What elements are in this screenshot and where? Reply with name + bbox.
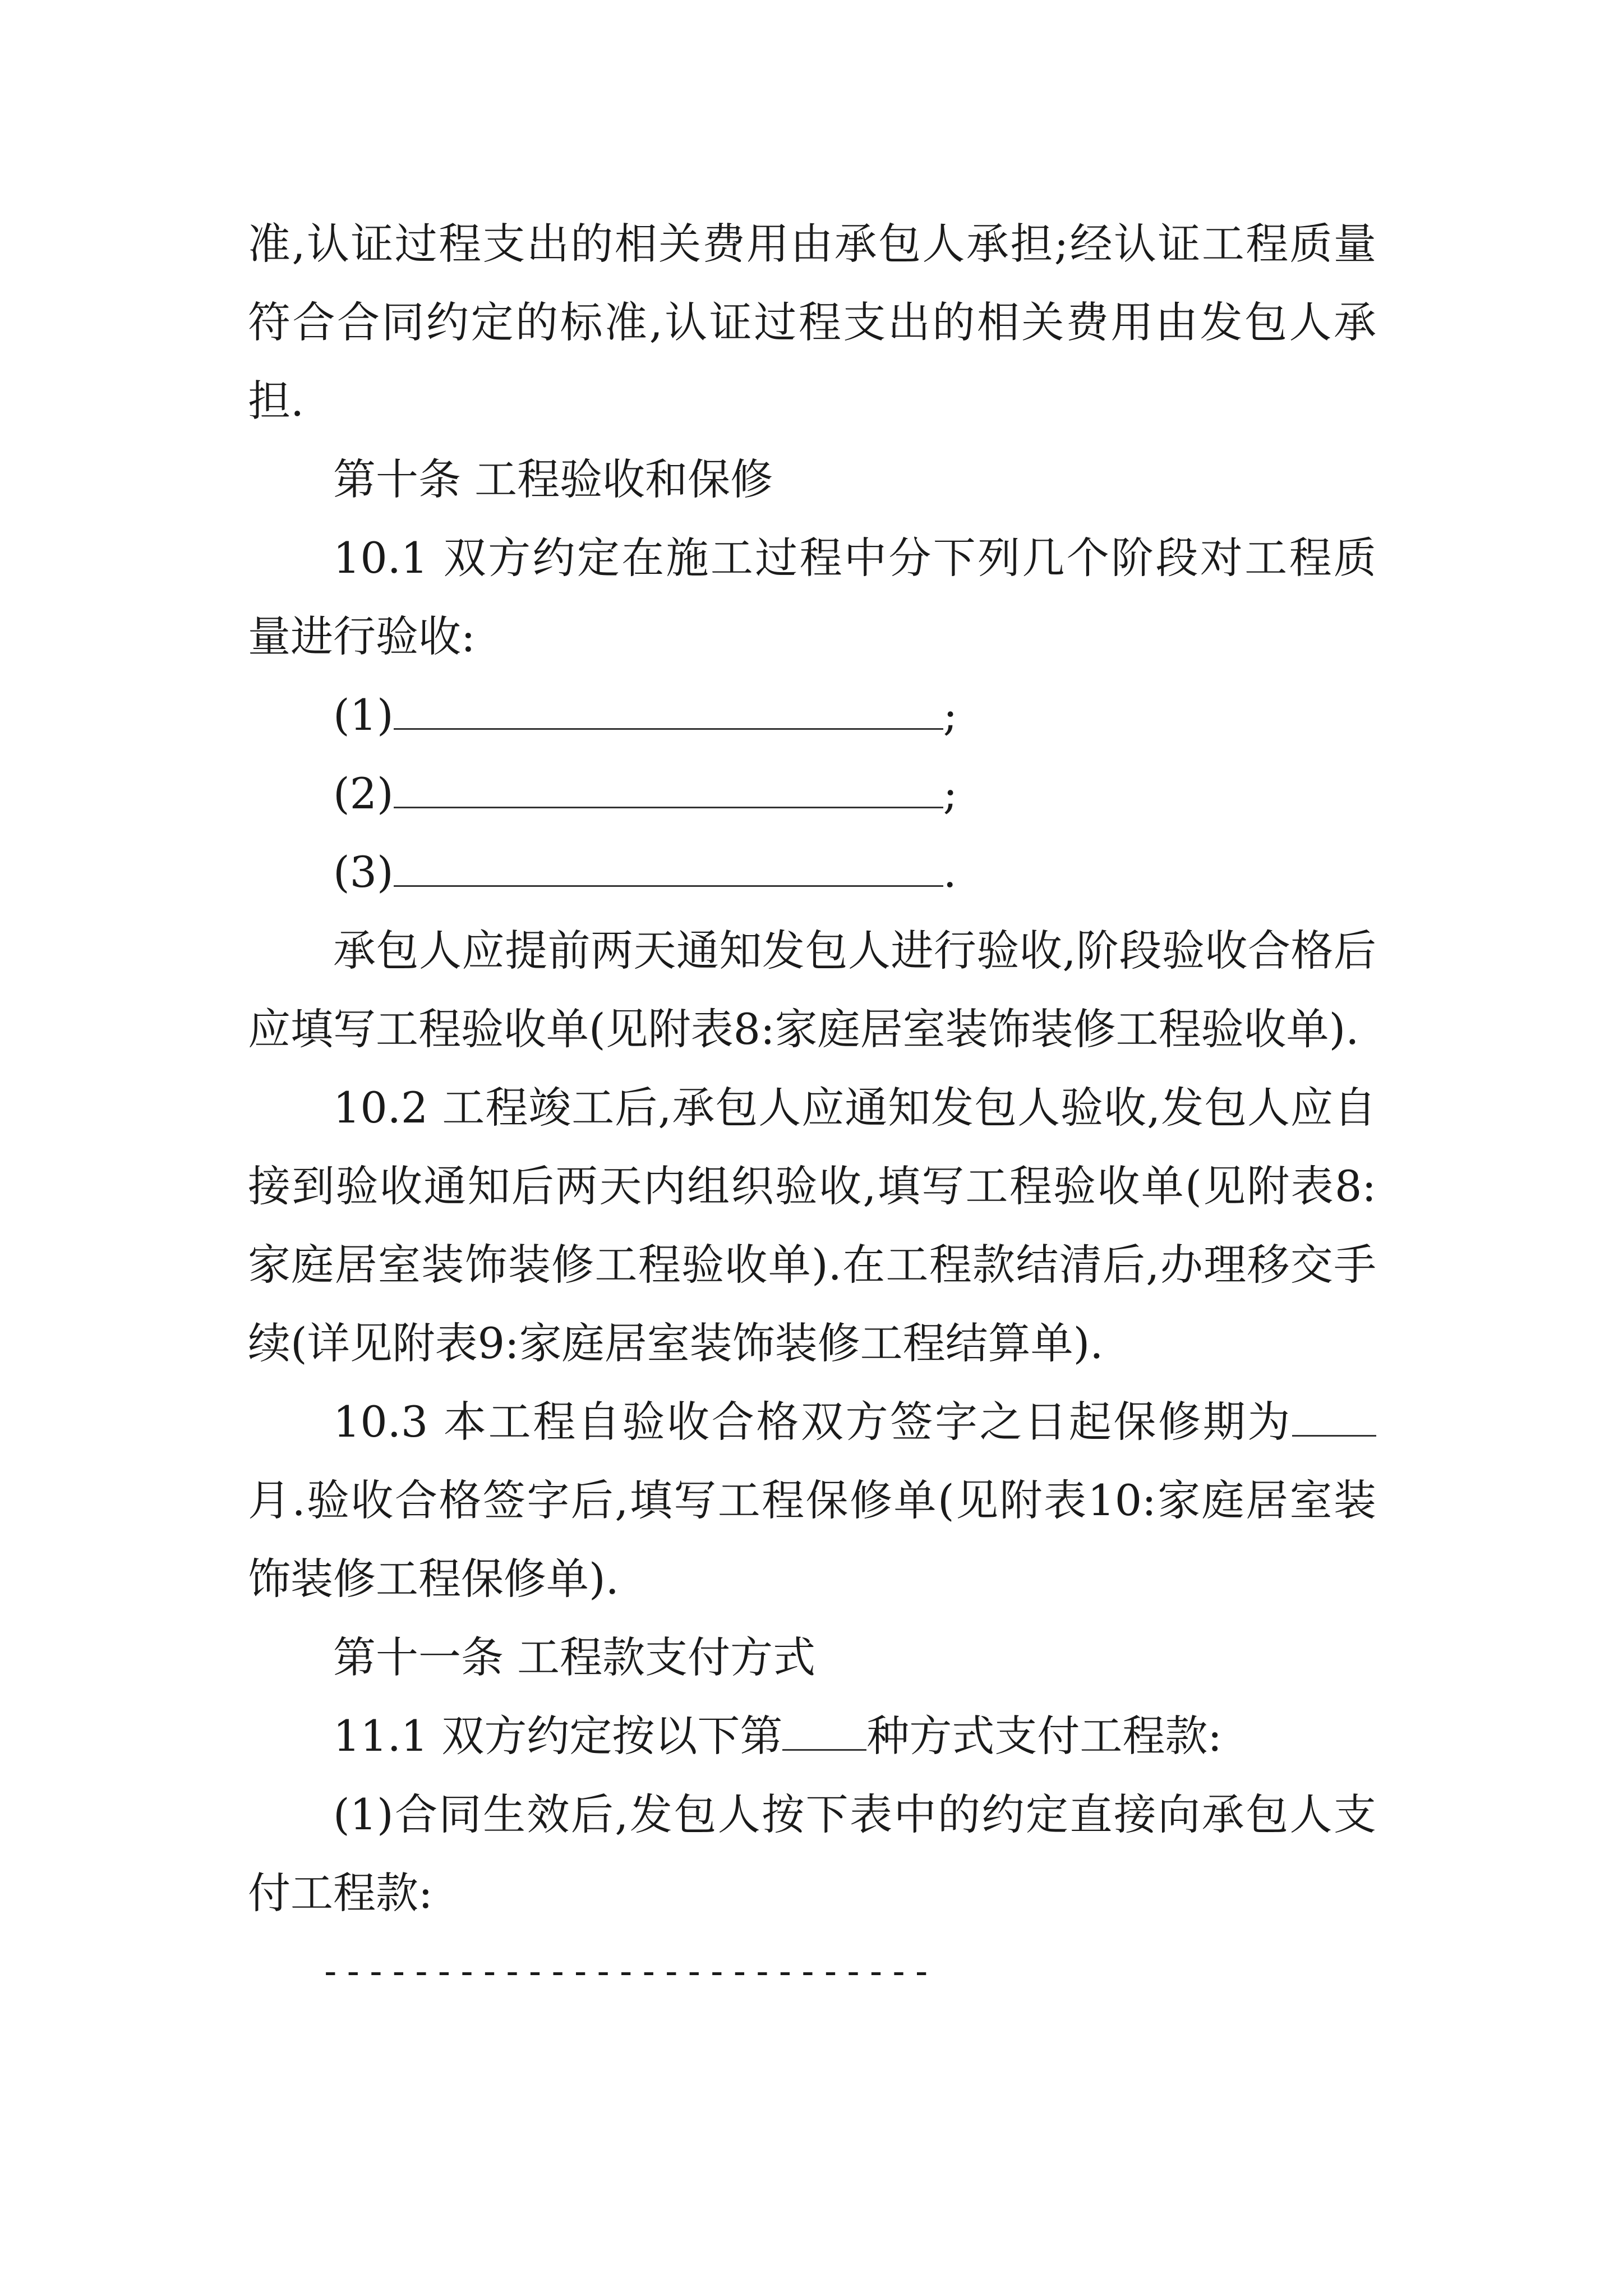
clause-10-3 bbox=[248, 1383, 1376, 1618]
clause-10-2: 10.2 工程竣工后,承包人应通知发包人验收,发包人应自接到验收通知后两天内组织验收,填写工程验收单(见附表8:家庭居室装饰装修工程验收单).在工程款结清后,办理移交手续(详见附表9:家庭居室装饰装修工程结算单). bbox=[248, 1083, 1376, 1368]
stage-item-3 bbox=[248, 833, 1376, 912]
stage-item-end: ; bbox=[943, 769, 958, 818]
stage-item-end: . bbox=[943, 847, 957, 897]
document-body bbox=[248, 205, 1376, 2011]
paragraph-continuation: 准,认证过程支出的相关费用由承包人承担;经认证工程质量符合合同约定的标准,认证过程支出的相关费用由发包人承担. bbox=[248, 219, 1376, 426]
fill-in-blank[interactable] bbox=[394, 846, 943, 887]
stage-item-2 bbox=[248, 754, 1376, 833]
clause-10-3-text-b: 月.验收合格签字后,填写工程保修单(见附表10:家庭居室装饰装修工程保修单). bbox=[248, 1475, 1376, 1604]
section-heading-11: 第十一条 工程款支付方式 bbox=[333, 1632, 816, 1682]
section-heading-10: 第十条 工程验收和保修 bbox=[333, 454, 773, 504]
stage-item-label: (1) bbox=[333, 690, 394, 740]
payment-option-1: (1)合同生效后,发包人按下表中的约定直接向承包人支付工程款: bbox=[248, 1789, 1376, 1918]
fill-in-blank[interactable] bbox=[394, 689, 943, 730]
stage-item-label: (3) bbox=[333, 847, 394, 897]
clause-11-1-text-b: 种方式支付工程款: bbox=[866, 1711, 1222, 1761]
acceptance-notice-paragraph: 承包人应提前两天通知发包人进行验收,阶段验收合格后应填写工程验收单(见附表8:家庭居室装饰装修工程验收单). bbox=[248, 926, 1376, 1054]
dash-separator-line: --------------------------- bbox=[320, 1951, 934, 1993]
payment-method-blank[interactable] bbox=[782, 1710, 866, 1751]
warranty-months-blank[interactable] bbox=[1292, 1396, 1376, 1437]
clause-11-1 bbox=[248, 1697, 1376, 1775]
clause-11-1-text-a: 11.1 双方约定按以下第 bbox=[333, 1711, 783, 1761]
clause-10-3-text-a: 10.3 本工程自验收合格双方签字之日起保修期为 bbox=[333, 1397, 1292, 1447]
fill-in-blank[interactable] bbox=[394, 767, 943, 808]
stage-item-end: ; bbox=[943, 690, 958, 740]
clause-10-1: 10.1 双方约定在施工过程中分下列几个阶段对工程质量进行验收: bbox=[248, 533, 1376, 661]
stage-item-label: (2) bbox=[333, 769, 394, 818]
stage-item-1 bbox=[248, 676, 1376, 754]
